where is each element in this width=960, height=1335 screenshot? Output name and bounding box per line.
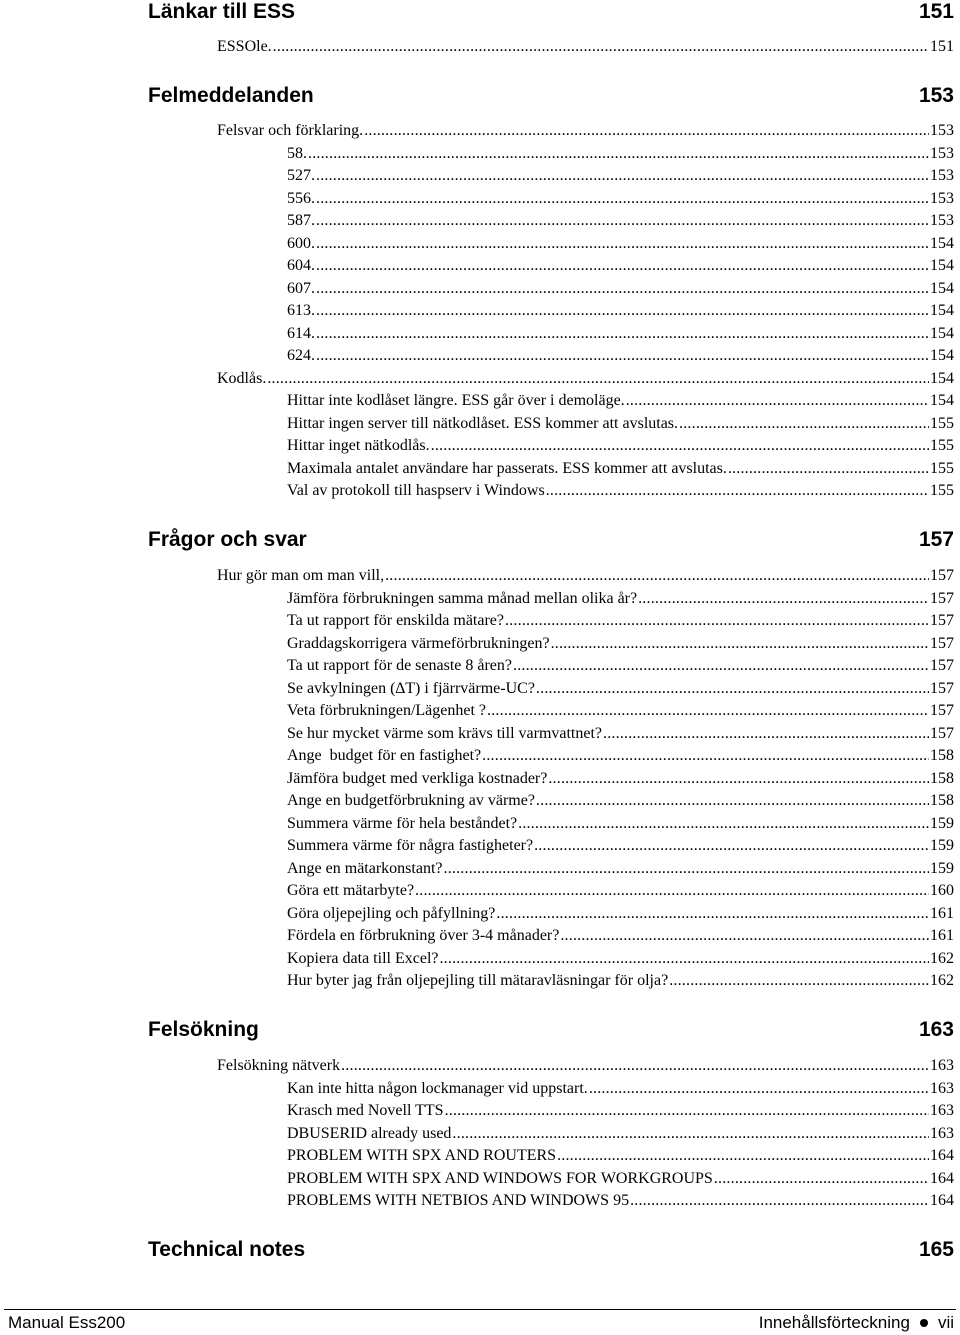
toc-entry[interactable] [287, 256, 954, 276]
section-page: 151 [918, 0, 954, 23]
toc-entry[interactable] [287, 836, 954, 856]
toc-entry-page: 153 [930, 212, 954, 229]
toc-entry[interactable] [287, 211, 954, 231]
toc-entry-page: 163 [930, 1125, 954, 1142]
footer-right [759, 1313, 954, 1333]
toc-entry[interactable] [287, 1191, 954, 1211]
toc-entry-page: 154 [930, 392, 954, 409]
toc-section-heading[interactable] [148, 1018, 954, 1042]
dot-leader [534, 836, 929, 856]
toc-entry-label: 614. [287, 325, 315, 342]
toc-entry-page: 158 [930, 747, 954, 764]
toc-entry-label: 604. [287, 257, 315, 274]
toc-entry-label: PROBLEM WITH SPX AND ROUTERS [287, 1147, 557, 1164]
toc-entry-label: Hur byter jag från oljepejling till mätaravläsningar för olja? [287, 972, 669, 989]
toc-entry-page: 154 [930, 325, 954, 342]
toc-entry-page: 153 [930, 167, 954, 184]
dot-leader [496, 904, 929, 924]
section-page: 163 [918, 1018, 954, 1041]
toc-entry-page: 157 [930, 725, 954, 742]
dot-leader [439, 949, 929, 969]
toc-entry-label: Ange en budgetförbrukning av värme? [287, 792, 535, 809]
toc-entry-page: 164 [930, 1192, 954, 1209]
dot-leader [714, 1169, 929, 1189]
dot-leader [316, 301, 929, 321]
footer-manual-title: Manual Ess200 [8, 1313, 126, 1332]
toc-entry[interactable] [217, 121, 954, 141]
toc-entry[interactable] [287, 189, 954, 209]
dot-leader [557, 1146, 929, 1166]
dot-leader [444, 859, 930, 879]
toc-entry-label: Krasch med Novell TTS [287, 1102, 444, 1119]
toc-entry-page: 161 [930, 927, 954, 944]
toc-entry-label: Kodlås. [217, 370, 267, 387]
toc-entry[interactable] [287, 391, 954, 411]
toc-entry[interactable] [287, 926, 954, 946]
toc-entry[interactable] [287, 346, 954, 366]
toc-entry[interactable] [287, 656, 954, 676]
toc-entry-page: 159 [930, 860, 954, 877]
toc-entry-label: Ta ut rapport för de senaste 8 åren? [287, 657, 512, 674]
toc-entry[interactable] [287, 279, 954, 299]
toc-entry-label: Summera värme för hela beståndet? [287, 815, 518, 832]
toc-entry-page: 157 [930, 590, 954, 607]
toc-entry-page: 154 [930, 302, 954, 319]
dot-leader [669, 971, 929, 991]
toc-entry-label: Kopiera data till Excel? [287, 950, 439, 967]
toc-entry-page: 155 [930, 437, 954, 454]
section-page: 165 [918, 1238, 954, 1261]
toc-entry-label: 613. [287, 302, 315, 319]
toc-entry-page: 157 [930, 635, 954, 652]
dot-leader [316, 279, 929, 299]
toc-entry[interactable] [287, 746, 954, 766]
toc-entry-label: Jämföra förbrukningen samma månad mellan olika år? [287, 590, 638, 607]
toc-entry-page: 160 [930, 882, 954, 899]
section-title: Länkar till ESS [148, 0, 296, 23]
toc-entry-page: 158 [930, 770, 954, 787]
dot-leader [482, 746, 929, 766]
toc-entry[interactable] [287, 859, 954, 879]
section-title: Technical notes [148, 1238, 306, 1261]
toc-entry[interactable] [287, 634, 954, 654]
toc-entry[interactable] [217, 37, 954, 57]
toc-entry-label: Felsökning nätverk [217, 1057, 341, 1074]
dot-leader [603, 724, 929, 744]
dot-leader [452, 1124, 929, 1144]
section-title: Frågor och svar [148, 528, 307, 551]
toc-entry-label: PROBLEM WITH SPX AND WINDOWS FOR WORKGROUPS [287, 1170, 713, 1187]
toc-entry-page: 157 [930, 702, 954, 719]
toc-entry-page: 157 [930, 612, 954, 629]
dot-leader [385, 566, 929, 586]
dot-leader [273, 37, 929, 57]
toc-entry[interactable] [287, 324, 954, 344]
toc-section-heading[interactable] [148, 1238, 954, 1262]
footer-rule [4, 1309, 956, 1310]
toc-entry[interactable] [287, 459, 954, 479]
dot-leader [505, 611, 929, 631]
toc-entry[interactable] [287, 234, 954, 254]
toc-entry-label: Jämföra budget med verkliga kostnader? [287, 770, 548, 787]
toc-entry-label: Ta ut rapport för enskilda mätare? [287, 612, 505, 629]
dot-leader [551, 634, 929, 654]
toc-entry-page: 163 [930, 1057, 954, 1074]
dot-leader [316, 346, 929, 366]
dot-leader [546, 481, 929, 501]
toc-entry-label: Hittar ingen server till nätkodlåset. ESS kommer att avslutas. [287, 415, 679, 432]
toc-entry[interactable] [287, 881, 954, 901]
toc-entry-page: 154 [930, 370, 954, 387]
toc-entry-label: Ange budget för en fastighet? [287, 747, 482, 764]
toc-entry-label: 624. [287, 347, 315, 364]
toc-entry-page: 153 [930, 122, 954, 139]
toc-section-heading[interactable] [148, 528, 954, 552]
toc-entry-page: 154 [930, 235, 954, 252]
toc-entry-page: 163 [930, 1080, 954, 1097]
page-footer [8, 1313, 954, 1333]
toc-entry-label: PROBLEMS WITH NETBIOS AND WINDOWS 95 [287, 1192, 630, 1209]
toc-entry-label: Fördela en förbrukning över 3-4 månader? [287, 927, 560, 944]
toc-entry-page: 159 [930, 815, 954, 832]
toc-entry-label: 556. [287, 190, 315, 207]
section-page: 157 [918, 528, 954, 551]
dot-leader [415, 881, 929, 901]
toc-entry-page: 155 [930, 482, 954, 499]
toc-entry-label: Val av protokoll till haspserv i Windows [287, 482, 545, 499]
toc-entry[interactable] [287, 144, 954, 164]
dot-leader [630, 1191, 929, 1211]
toc-entry-label: Göra oljepejling och påfyllning? [287, 905, 496, 922]
toc-entry[interactable] [287, 814, 954, 834]
toc-entry[interactable] [287, 904, 954, 924]
toc-entry[interactable] [287, 414, 954, 434]
toc-entry-label: DBUSERID already used [287, 1125, 452, 1142]
footer-page-number: vii [937, 1313, 954, 1332]
dot-leader [445, 1101, 929, 1121]
toc-entry-label: Göra ett mätarbyte? [287, 882, 415, 899]
toc-entry[interactable] [287, 1146, 954, 1166]
section-page: 153 [918, 84, 954, 107]
toc-entry[interactable] [287, 769, 954, 789]
dot-leader [316, 324, 929, 344]
toc-entry-label: Graddagskorrigera värmeförbrukningen? [287, 635, 550, 652]
dot-leader [316, 256, 929, 276]
toc-entry-page: 162 [930, 950, 954, 967]
dot-leader [728, 459, 929, 479]
dot-leader [308, 144, 929, 164]
toc-entry[interactable] [287, 611, 954, 631]
toc-entry-page: 157 [930, 680, 954, 697]
toc-entry-label: 607. [287, 280, 315, 297]
dot-leader [316, 234, 929, 254]
toc-entry[interactable] [217, 369, 954, 389]
dot-leader [536, 791, 929, 811]
toc-entry-label: Se hur mycket värme som krävs till varmvattnet? [287, 725, 603, 742]
toc-entry-page: 162 [930, 972, 954, 989]
dot-leader [267, 369, 929, 389]
section-title: Felmeddelanden [148, 84, 314, 107]
toc-entry-label: ESSOle. [217, 38, 272, 55]
dot-leader [536, 679, 929, 699]
dot-leader [364, 121, 929, 141]
toc-entry-label: Se avkylningen (∆T) i fjärrvärme-UC? [287, 680, 535, 697]
dot-leader [518, 814, 929, 834]
toc-entry[interactable] [217, 566, 954, 586]
toc-section-heading[interactable] [148, 84, 954, 108]
toc-entry[interactable] [287, 166, 954, 186]
dot-leader [513, 656, 929, 676]
toc-entry-page: 159 [930, 837, 954, 854]
toc-entry[interactable] [287, 724, 954, 744]
toc-entry-label: Veta förbrukningen/Lägenhet ? [287, 702, 487, 719]
toc-entry[interactable] [287, 949, 954, 969]
toc-entry[interactable] [217, 1056, 954, 1076]
toc-entry-label: Summera värme för några fastigheter? [287, 837, 534, 854]
dot-leader [548, 769, 929, 789]
toc-entry-page: 157 [930, 567, 954, 584]
dot-leader [316, 189, 929, 209]
toc-entry-page: 155 [930, 460, 954, 477]
dot-leader [316, 211, 929, 231]
toc-entry[interactable] [287, 481, 954, 501]
dot-leader [431, 436, 929, 456]
toc-entry-label: Hittar inget nätkodlås. [287, 437, 430, 454]
bullet-icon [920, 1319, 928, 1327]
toc-entry-page: 157 [930, 657, 954, 674]
toc-entry-label: Hittar inte kodlåset längre. ESS går över i demoläge. [287, 392, 625, 409]
toc-entry-page: 151 [930, 38, 954, 55]
toc-entry-label: 527. [287, 167, 315, 184]
toc-entry-label: Maximala antalet användare har passerats. ESS kommer att avslutas. [287, 460, 727, 477]
toc-entry[interactable] [287, 589, 954, 609]
toc-entry-page: 161 [930, 905, 954, 922]
footer-section-title: Innehållsförteckning [758, 1313, 910, 1332]
dot-leader [626, 391, 929, 411]
toc-entry-page: 153 [930, 145, 954, 162]
toc-entry-page: 155 [930, 415, 954, 432]
dot-leader [316, 166, 929, 186]
dot-leader [638, 589, 929, 609]
dot-leader [679, 414, 929, 434]
toc-entry-page: 153 [930, 190, 954, 207]
toc-entry-page: 164 [930, 1170, 954, 1187]
toc-entry[interactable] [287, 1101, 954, 1121]
toc-entry[interactable] [287, 1079, 954, 1099]
toc-entry-page: 163 [930, 1102, 954, 1119]
toc-entry[interactable] [287, 791, 954, 811]
toc-entry-label: Kan inte hitta någon lockmanager vid uppstart. [287, 1080, 588, 1097]
toc-entry-label: Ange en mätarkonstant? [287, 860, 443, 877]
toc-entry[interactable] [287, 301, 954, 321]
toc-entry-page: 154 [930, 347, 954, 364]
dot-leader [589, 1079, 929, 1099]
toc-entry-page: 164 [930, 1147, 954, 1164]
toc-entry-label: Hur gör man om man vill, [217, 567, 385, 584]
toc-entry[interactable] [287, 971, 954, 991]
toc-section-heading[interactable] [148, 0, 954, 24]
toc-entry-label: 58. [287, 145, 307, 162]
section-title: Felsökning [148, 1018, 259, 1041]
toc-entry-label: Felsvar och förklaring. [217, 122, 364, 139]
toc-entry-page: 158 [930, 792, 954, 809]
dot-leader [487, 701, 929, 721]
toc-entry-page: 154 [930, 280, 954, 297]
dot-leader [560, 926, 929, 946]
toc-entry[interactable] [287, 1169, 954, 1189]
toc-entry-label: 587. [287, 212, 315, 229]
toc-entry[interactable] [287, 701, 954, 721]
toc-entry[interactable] [287, 1124, 954, 1144]
toc-entry-page: 154 [930, 257, 954, 274]
dot-leader [341, 1056, 929, 1076]
toc-entry[interactable] [287, 436, 954, 456]
toc-entry[interactable] [287, 679, 954, 699]
toc-entry-label: 600. [287, 235, 315, 252]
